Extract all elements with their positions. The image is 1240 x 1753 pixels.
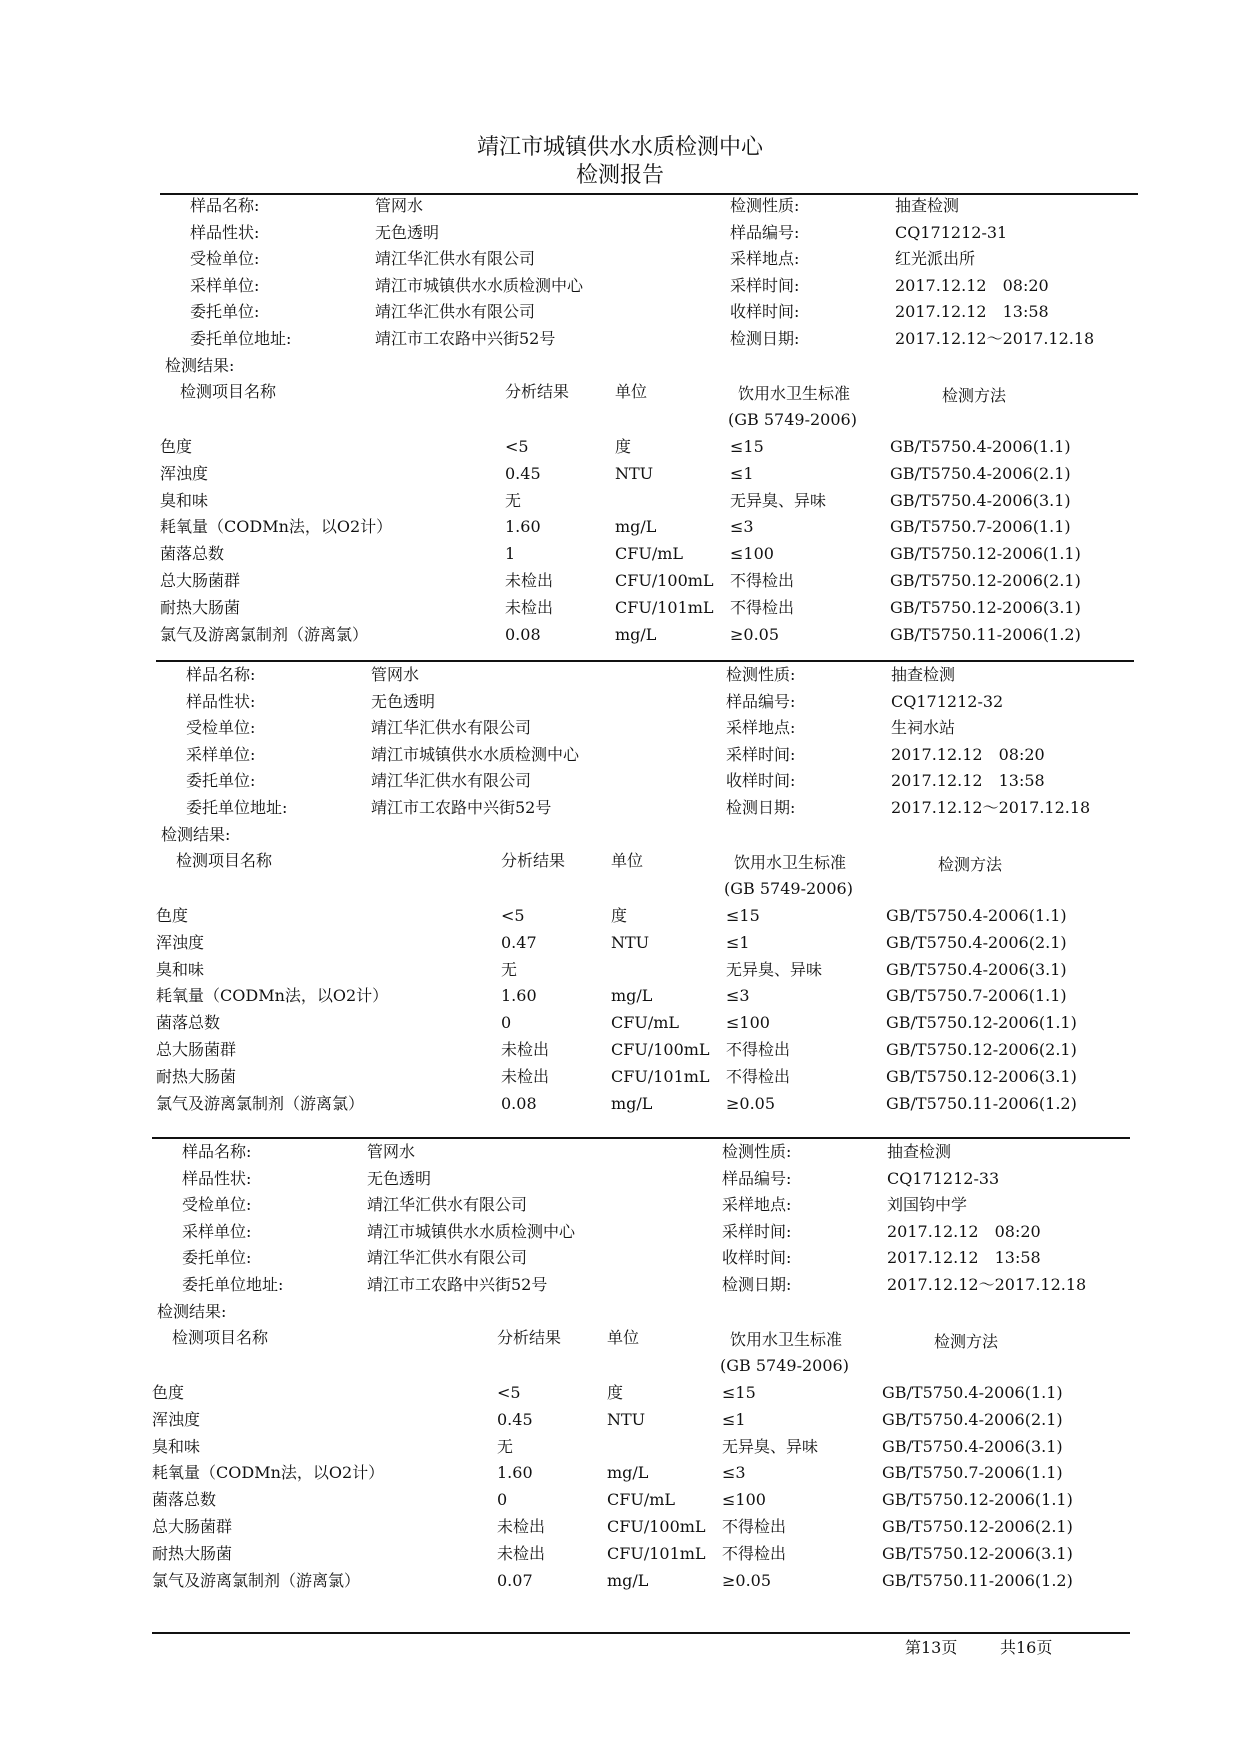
report-title: 检测报告 xyxy=(575,163,664,188)
field-label-client-address: 委托单位地址: xyxy=(182,1274,284,1294)
col-header-standard: 饮用水卫生标准 xyxy=(738,384,851,403)
field-label-receive-time: 收样时间: xyxy=(730,302,800,321)
field-value-sampling-unit: 靖江市城镇供水水质检测中心 xyxy=(371,744,580,764)
table-cell-item: 氯气及游离氯制剂（游离氯） xyxy=(160,624,369,644)
table-cell-standard: ≤1 xyxy=(730,463,754,483)
field-value-client-unit: 靖江华汇供水有限公司 xyxy=(367,1248,528,1267)
table-cell-unit: 度 xyxy=(607,1383,624,1402)
table-cell-item: 耗氧量（CODMn法，以O2计） xyxy=(160,517,393,537)
col-header-standard-ref: (GB 5749-2006) xyxy=(720,1356,849,1375)
col-header-standard: 饮用水卫生标准 xyxy=(730,1330,843,1349)
table-cell-method: GB/T5750.7-2006(1.1) xyxy=(886,986,1067,1006)
table-cell-method: GB/T5750.12-2006(1.1) xyxy=(886,1013,1077,1033)
col-header-result: 分析结果 xyxy=(497,1328,562,1347)
field-label-sample-name: 样品名称: xyxy=(182,1142,252,1161)
table-cell-unit: CFU/mL xyxy=(607,1490,676,1510)
table-cell-standard: ≥0.05 xyxy=(722,1570,772,1590)
table-cell-method: GB/T5750.4-2006(1.1) xyxy=(890,437,1071,456)
table-cell-item: 臭和味 xyxy=(160,490,209,510)
table-cell-result: 0.45 xyxy=(505,463,541,483)
col-header-result: 分析结果 xyxy=(501,851,566,870)
col-header-unit: 单位 xyxy=(607,1328,640,1347)
table-cell-method: GB/T5750.4-2006(3.1) xyxy=(890,490,1071,510)
table-cell-result: <5 xyxy=(501,906,525,925)
table-cell-method: GB/T5750.4-2006(2.1) xyxy=(890,463,1071,483)
table-cell-unit: NTU xyxy=(615,463,654,483)
field-label-sample-state: 样品性状: xyxy=(182,1168,252,1188)
field-value-client-address: 靖江市工农路中兴街52号 xyxy=(375,328,556,348)
table-cell-method: GB/T5750.4-2006(3.1) xyxy=(886,959,1067,979)
results-label: 检测结果: xyxy=(165,356,235,375)
table-cell-item: 浑浊度 xyxy=(156,932,205,952)
table-cell-result: <5 xyxy=(505,437,529,456)
table-cell-unit: 度 xyxy=(615,437,632,456)
table-cell-result: 0 xyxy=(497,1490,508,1510)
table-cell-item: 耗氧量（CODMn法，以O2计） xyxy=(156,986,389,1006)
table-cell-item: 氯气及游离氯制剂（游离氯） xyxy=(156,1093,365,1113)
field-label-sample-name: 样品名称: xyxy=(186,665,256,684)
field-label-sampling-site: 采样地点: xyxy=(722,1195,792,1214)
field-label-client-address: 委托单位地址: xyxy=(190,328,292,348)
field-label-test-date: 检测日期: xyxy=(726,797,796,817)
table-cell-unit: mg/L xyxy=(611,1093,653,1113)
field-label-client-unit: 委托单位: xyxy=(190,302,260,321)
table-cell-item: 色度 xyxy=(160,437,193,456)
field-value-sample-no: CQ171212-31 xyxy=(895,222,1008,242)
table-cell-standard: ≤1 xyxy=(726,932,750,952)
table-cell-unit: NTU xyxy=(611,932,650,952)
table-cell-result: 0.08 xyxy=(501,1093,537,1113)
col-header-method: 检测方法 xyxy=(934,1332,999,1351)
field-label-sampling-time: 采样时间: xyxy=(726,744,796,764)
table-cell-result: 1.60 xyxy=(505,517,541,537)
field-label-inspected-unit: 受检单位: xyxy=(182,1195,252,1214)
col-header-item: 检测项目名称 xyxy=(180,382,277,401)
field-label-sampling-unit: 采样单位: xyxy=(182,1221,252,1241)
field-value-sampling-time: 2017.12.12 08:20 xyxy=(891,744,1045,764)
table-cell-method: GB/T5750.12-2006(2.1) xyxy=(886,1040,1077,1059)
table-cell-method: GB/T5750.12-2006(1.1) xyxy=(890,544,1081,564)
table-cell-method: GB/T5750.12-2006(1.1) xyxy=(882,1490,1073,1510)
table-cell-item: 浑浊度 xyxy=(152,1409,201,1429)
table-cell-unit: CFU/101mL xyxy=(607,1543,706,1563)
org-title: 靖江市城镇供水水质检测中心 xyxy=(476,135,763,160)
field-label-sampling-time: 采样时间: xyxy=(730,275,800,295)
table-cell-item: 耗氧量（CODMn法，以O2计） xyxy=(152,1463,385,1483)
table-cell-method: GB/T5750.4-2006(3.1) xyxy=(882,1436,1063,1456)
table-cell-item: 色度 xyxy=(152,1383,185,1402)
field-label-sample-no: 样品编号: xyxy=(730,222,800,242)
field-value-inspected-unit: 靖江华汇供水有限公司 xyxy=(375,249,536,268)
field-label-sampling-site: 采样地点: xyxy=(730,249,800,268)
field-label-sample-no: 样品编号: xyxy=(722,1168,792,1188)
field-value-sample-state: 无色透明 xyxy=(371,691,436,711)
field-label-sampling-unit: 采样单位: xyxy=(190,275,260,295)
field-label-sampling-unit: 采样单位: xyxy=(186,744,256,764)
table-cell-standard: 不得检出 xyxy=(730,597,795,617)
field-label-sample-state: 样品性状: xyxy=(186,691,256,711)
table-cell-result: 0.07 xyxy=(497,1570,533,1590)
field-label-client-unit: 委托单位: xyxy=(182,1248,252,1267)
field-label-test-nature: 检测性质: xyxy=(726,665,796,684)
table-cell-result: 0.08 xyxy=(505,624,541,644)
table-cell-unit: mg/L xyxy=(607,1463,649,1483)
field-label-test-nature: 检测性质: xyxy=(722,1142,792,1161)
table-cell-result: 未检出 xyxy=(505,597,554,617)
table-cell-method: GB/T5750.12-2006(2.1) xyxy=(882,1517,1073,1536)
table-cell-unit: mg/L xyxy=(611,986,653,1006)
field-value-receive-time: 2017.12.12 13:58 xyxy=(887,1248,1041,1267)
table-cell-result: 无 xyxy=(501,959,518,979)
table-cell-item: 臭和味 xyxy=(152,1436,201,1456)
field-value-sample-name: 管网水 xyxy=(375,196,424,215)
field-value-sample-no: CQ171212-32 xyxy=(891,691,1004,711)
table-cell-unit: NTU xyxy=(607,1409,646,1429)
table-cell-standard: ≤15 xyxy=(730,437,764,456)
field-label-test-nature: 检测性质: xyxy=(730,196,800,215)
field-value-sampling-time: 2017.12.12 08:20 xyxy=(895,275,1049,295)
col-header-method: 检测方法 xyxy=(942,386,1007,405)
table-cell-standard: 不得检出 xyxy=(722,1543,787,1563)
table-cell-result: 未检出 xyxy=(505,571,554,590)
field-value-sampling-site: 刘国钧中学 xyxy=(887,1195,968,1214)
table-cell-standard: ≤3 xyxy=(722,1463,746,1483)
table-cell-method: GB/T5750.11-2006(1.2) xyxy=(882,1570,1073,1590)
col-header-item: 检测项目名称 xyxy=(172,1328,269,1347)
table-cell-item: 氯气及游离氯制剂（游离氯） xyxy=(152,1570,361,1590)
table-cell-standard: 无异臭、异味 xyxy=(726,959,823,979)
table-cell-result: 未检出 xyxy=(501,1066,550,1086)
table-cell-result: <5 xyxy=(497,1383,521,1402)
field-value-sample-name: 管网水 xyxy=(367,1142,416,1161)
field-value-sampling-unit: 靖江市城镇供水水质检测中心 xyxy=(375,275,584,295)
field-value-test-date: 2017.12.12～2017.12.18 xyxy=(887,1274,1087,1294)
table-cell-result: 0 xyxy=(501,1013,512,1033)
results-label: 检测结果: xyxy=(161,825,231,844)
field-value-test-nature: 抽查检测 xyxy=(891,665,956,684)
section-divider xyxy=(152,1632,1130,1634)
col-header-unit: 单位 xyxy=(615,382,648,401)
col-header-item: 检测项目名称 xyxy=(176,851,273,870)
table-cell-item: 色度 xyxy=(156,906,189,925)
report-section xyxy=(156,662,1136,1142)
table-cell-standard: ≥0.05 xyxy=(730,624,780,644)
table-cell-item: 菌落总数 xyxy=(156,1013,221,1033)
table-cell-standard: 不得检出 xyxy=(726,1066,791,1086)
table-cell-item: 总大肠菌群 xyxy=(160,571,241,590)
field-value-client-unit: 靖江华汇供水有限公司 xyxy=(375,302,536,321)
table-cell-standard: 无异臭、异味 xyxy=(722,1436,819,1456)
table-cell-standard: ≤1 xyxy=(722,1409,746,1429)
table-cell-item: 臭和味 xyxy=(156,959,205,979)
table-cell-result: 无 xyxy=(497,1436,514,1456)
field-value-test-date: 2017.12.12～2017.12.18 xyxy=(895,328,1095,348)
table-cell-standard: ≤15 xyxy=(722,1383,756,1402)
table-cell-standard: ≤100 xyxy=(726,1013,770,1033)
table-cell-result: 未检出 xyxy=(497,1543,546,1563)
field-label-sample-state: 样品性状: xyxy=(190,222,260,242)
col-header-unit: 单位 xyxy=(611,851,644,870)
field-value-test-nature: 抽查检测 xyxy=(895,196,960,215)
table-cell-unit: mg/L xyxy=(615,517,657,537)
report-section xyxy=(152,1139,1132,1619)
table-cell-item: 耐热大肠菌 xyxy=(160,597,241,617)
field-label-sample-name: 样品名称: xyxy=(190,196,260,215)
table-cell-method: GB/T5750.4-2006(2.1) xyxy=(886,932,1067,952)
table-cell-method: GB/T5750.4-2006(1.1) xyxy=(882,1383,1063,1402)
results-label: 检测结果: xyxy=(157,1302,227,1321)
table-cell-unit: CFU/100mL xyxy=(611,1040,710,1059)
table-cell-standard: ≤3 xyxy=(726,986,750,1006)
field-value-sampling-site: 生祠水站 xyxy=(891,718,956,737)
table-cell-unit: CFU/101mL xyxy=(611,1066,710,1086)
table-cell-item: 总大肠菌群 xyxy=(156,1040,237,1059)
table-cell-result: 0.45 xyxy=(497,1409,533,1429)
field-label-inspected-unit: 受检单位: xyxy=(190,249,260,268)
table-cell-standard: 无异臭、异味 xyxy=(730,490,827,510)
field-label-sampling-time: 采样时间: xyxy=(722,1221,792,1241)
field-label-sample-no: 样品编号: xyxy=(726,691,796,711)
table-cell-standard: ≤100 xyxy=(730,544,774,564)
table-cell-standard: ≤3 xyxy=(730,517,754,537)
table-cell-result: 0.47 xyxy=(501,932,537,952)
table-cell-unit: CFU/101mL xyxy=(615,597,714,617)
field-value-inspected-unit: 靖江华汇供水有限公司 xyxy=(367,1195,528,1214)
col-header-method: 检测方法 xyxy=(938,855,1003,874)
col-header-result: 分析结果 xyxy=(505,382,570,401)
field-label-test-date: 检测日期: xyxy=(722,1274,792,1294)
table-cell-item: 菌落总数 xyxy=(152,1490,217,1510)
field-label-sampling-site: 采样地点: xyxy=(726,718,796,737)
field-value-test-nature: 抽查检测 xyxy=(887,1142,952,1161)
table-cell-unit: CFU/100mL xyxy=(607,1517,706,1536)
table-cell-item: 菌落总数 xyxy=(160,544,225,564)
page-number: 第13页 xyxy=(905,1638,958,1657)
field-label-test-date: 检测日期: xyxy=(730,328,800,348)
table-cell-method: GB/T5750.11-2006(1.2) xyxy=(890,624,1081,644)
table-cell-method: GB/T5750.12-2006(3.1) xyxy=(890,597,1081,617)
table-cell-result: 1 xyxy=(505,544,516,564)
field-value-sample-name: 管网水 xyxy=(371,665,420,684)
table-cell-method: GB/T5750.7-2006(1.1) xyxy=(890,517,1071,537)
table-cell-standard: 不得检出 xyxy=(730,571,795,590)
table-cell-unit: CFU/100mL xyxy=(615,571,714,590)
field-value-client-unit: 靖江华汇供水有限公司 xyxy=(371,771,532,790)
field-value-inspected-unit: 靖江华汇供水有限公司 xyxy=(371,718,532,737)
field-value-sample-state: 无色透明 xyxy=(367,1168,432,1188)
table-cell-item: 耐热大肠菌 xyxy=(152,1543,233,1563)
table-cell-unit: 度 xyxy=(611,906,628,925)
field-label-client-unit: 委托单位: xyxy=(186,771,256,790)
table-cell-method: GB/T5750.12-2006(3.1) xyxy=(886,1066,1077,1086)
field-value-receive-time: 2017.12.12 13:58 xyxy=(891,771,1045,790)
field-label-receive-time: 收样时间: xyxy=(726,771,796,790)
field-value-test-date: 2017.12.12～2017.12.18 xyxy=(891,797,1091,817)
table-cell-standard: ≥0.05 xyxy=(726,1093,776,1113)
table-cell-standard: 不得检出 xyxy=(726,1040,791,1059)
table-cell-method: GB/T5750.4-2006(1.1) xyxy=(886,906,1067,925)
field-value-sample-state: 无色透明 xyxy=(375,222,440,242)
field-label-receive-time: 收样时间: xyxy=(722,1248,792,1267)
table-cell-item: 浑浊度 xyxy=(160,463,209,483)
table-cell-result: 1.60 xyxy=(501,986,537,1006)
table-cell-method: GB/T5750.7-2006(1.1) xyxy=(882,1463,1063,1483)
table-cell-method: GB/T5750.4-2006(2.1) xyxy=(882,1409,1063,1429)
table-cell-unit: CFU/mL xyxy=(615,544,684,564)
table-cell-method: GB/T5750.12-2006(3.1) xyxy=(882,1543,1073,1563)
field-value-sampling-unit: 靖江市城镇供水水质检测中心 xyxy=(367,1221,576,1241)
field-value-receive-time: 2017.12.12 13:58 xyxy=(895,302,1049,321)
table-cell-result: 未检出 xyxy=(501,1040,550,1059)
table-cell-standard: 不得检出 xyxy=(722,1517,787,1536)
table-cell-result: 无 xyxy=(505,490,522,510)
table-cell-result: 1.60 xyxy=(497,1463,533,1483)
table-cell-method: GB/T5750.12-2006(2.1) xyxy=(890,571,1081,590)
field-value-client-address: 靖江市工农路中兴街52号 xyxy=(371,797,552,817)
field-value-sampling-time: 2017.12.12 08:20 xyxy=(887,1221,1041,1241)
col-header-standard: 饮用水卫生标准 xyxy=(734,853,847,872)
table-cell-result: 未检出 xyxy=(497,1517,546,1536)
table-cell-item: 耐热大肠菌 xyxy=(156,1066,237,1086)
field-value-sampling-site: 红光派出所 xyxy=(895,249,976,268)
table-cell-standard: ≤100 xyxy=(722,1490,766,1510)
field-value-sample-no: CQ171212-33 xyxy=(887,1168,1000,1188)
page-total: 共16页 xyxy=(1000,1638,1053,1657)
col-header-standard-ref: (GB 5749-2006) xyxy=(728,410,857,429)
table-cell-unit: mg/L xyxy=(615,624,657,644)
table-cell-standard: ≤15 xyxy=(726,906,760,925)
report-section xyxy=(160,193,1140,673)
field-value-client-address: 靖江市工农路中兴街52号 xyxy=(367,1274,548,1294)
table-cell-unit: mg/L xyxy=(607,1570,649,1590)
field-label-client-address: 委托单位地址: xyxy=(186,797,288,817)
table-cell-method: GB/T5750.11-2006(1.2) xyxy=(886,1093,1077,1113)
table-cell-item: 总大肠菌群 xyxy=(152,1517,233,1536)
col-header-standard-ref: (GB 5749-2006) xyxy=(724,879,853,898)
table-cell-unit: CFU/mL xyxy=(611,1013,680,1033)
field-label-inspected-unit: 受检单位: xyxy=(186,718,256,737)
